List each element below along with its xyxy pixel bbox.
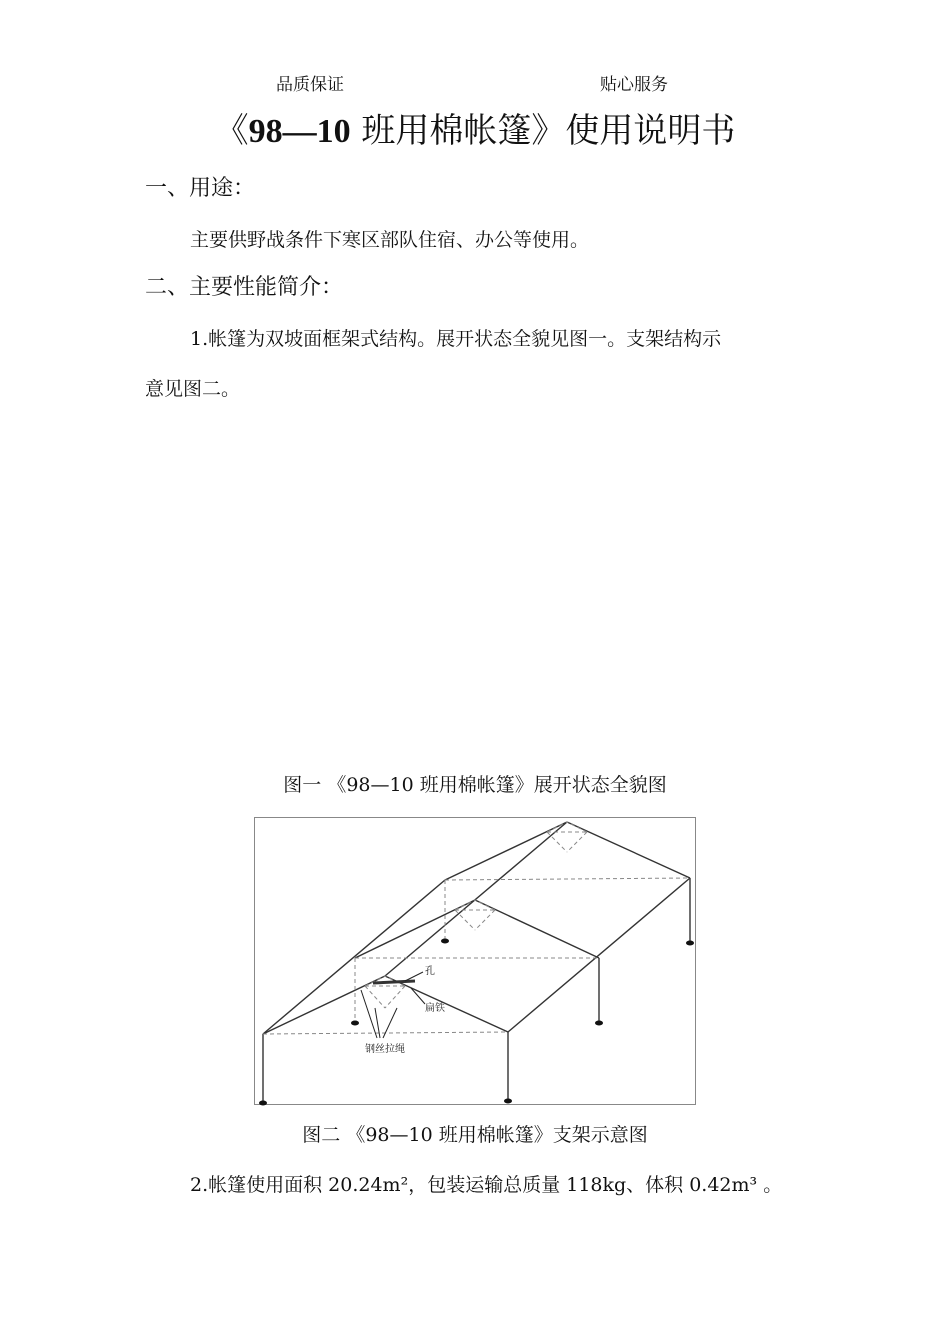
performance-item-1-line-2: 意见图二。 bbox=[145, 378, 241, 400]
label-hole: 孔 bbox=[425, 966, 435, 977]
document-title bbox=[0, 103, 950, 152]
section-performance-heading: 二、主要性能简介： bbox=[145, 275, 344, 300]
figure-2-caption: 图二 《98—10 班用棉帐篷》支架示意图 bbox=[302, 1124, 648, 1146]
section-usage-body: 主要供野战条件下寒区部队住宿、办公等使用。 bbox=[190, 229, 590, 251]
title-text: 班用棉帐篷》使用说明书 bbox=[350, 111, 736, 151]
performance-item-1-line-1: 1.帐篷为双坡面框架式结构。展开状态全貌见图一。支架结构示 bbox=[190, 328, 722, 350]
figure-2-frame-diagram bbox=[254, 817, 696, 1105]
header-left-slogan: 品质保证 bbox=[276, 75, 344, 95]
figure-1-caption: 图一 《98—10 班用棉帐篷》展开状态全貌图 bbox=[283, 774, 667, 796]
tent-frame-drawing bbox=[255, 818, 697, 1106]
title-model-number: 98—10 bbox=[248, 113, 351, 150]
header-right-slogan: 贴心服务 bbox=[600, 75, 668, 95]
label-flat-iron: 扁铁 bbox=[425, 1003, 445, 1014]
section-usage-heading: 一、用途： bbox=[145, 176, 256, 201]
label-wire-rope: 钢丝拉绳 bbox=[365, 1044, 405, 1055]
performance-item-2: 2.帐篷使用面积 20.24m²，包装运输总质量 118kg、体积 0.42m³ 。 bbox=[190, 1174, 783, 1196]
title-open-bracket: 《 bbox=[214, 111, 249, 151]
